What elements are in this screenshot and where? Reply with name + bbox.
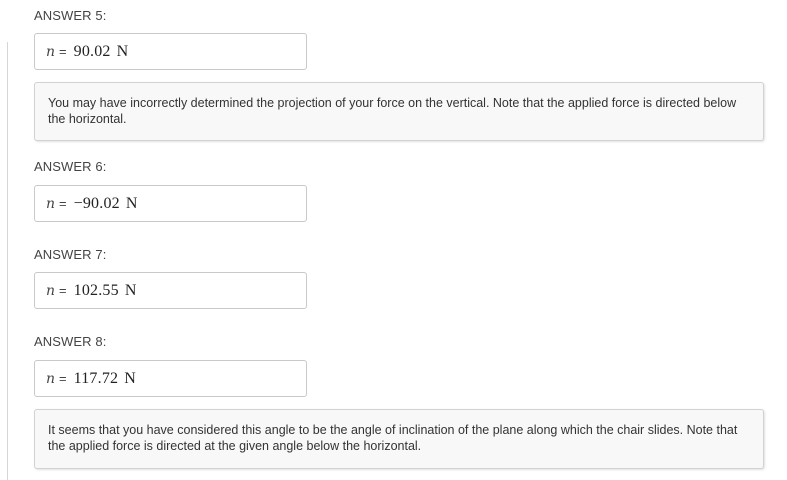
answer-5-unit: N	[116, 42, 129, 60]
answer-8-field[interactable]	[34, 360, 307, 397]
answer-6-value: −90.02	[73, 194, 120, 212]
feedback-message-2: It seems that you have considered this angle to be the angle of inclination of the plane along which the chair slides. Note that the applied force is directed at the given angle below the horizontal.	[34, 409, 764, 469]
answer-7-equals: =	[59, 283, 67, 298]
answer-8-variable: n	[46, 370, 56, 387]
answer-8-label: ANSWER 8:	[34, 334, 107, 349]
answer-8-value: 117.72	[73, 369, 119, 387]
answer-7-value: 102.55	[73, 281, 119, 299]
answer-8-unit: N	[124, 369, 136, 387]
answer-5-field[interactable]	[34, 33, 307, 70]
answer-7-unit: N	[124, 281, 137, 299]
answer-6-equals: =	[59, 196, 67, 211]
answer-6-variable: n	[46, 195, 56, 212]
answer-7-field[interactable]	[34, 272, 307, 309]
answer-6-field[interactable]	[34, 185, 307, 222]
left-divider-line	[7, 42, 8, 480]
answer-5-variable: n	[46, 43, 56, 60]
answer-8-equals: =	[59, 371, 67, 386]
feedback-message-1: You may have incorrectly determined the projection of your force on the vertical. Note that the applied force is directed below the horizontal.	[34, 82, 764, 141]
answer-6-label: ANSWER 6:	[34, 159, 107, 174]
answer-5-label: ANSWER 5:	[34, 8, 107, 23]
answer-7-variable: n	[46, 282, 56, 299]
answer-5-equals: =	[59, 44, 67, 59]
answer-7-label: ANSWER 7:	[34, 247, 107, 262]
answer-6-unit: N	[125, 194, 138, 212]
answer-5-value: 90.02	[73, 42, 111, 60]
